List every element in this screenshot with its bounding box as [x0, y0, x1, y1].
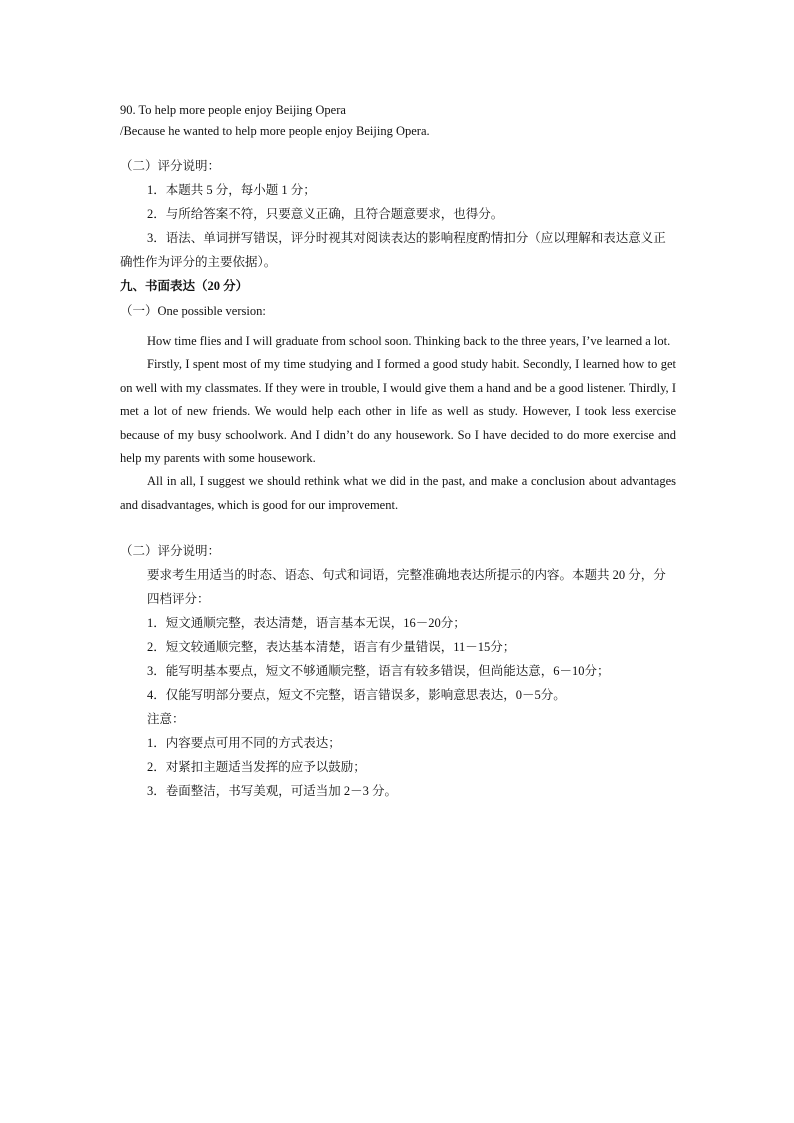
- sample-version-label: （一）One possible version:: [120, 304, 266, 318]
- scoring-b-item-2: 2．短文较通顺完整，表达基本清楚，语言有少量错误，11－15分；: [147, 640, 516, 655]
- scoring-a-item-1: 1．本题共 5 分，每小题 1 分；: [147, 183, 316, 197]
- scoring-b-title: （二）评分说明：: [120, 544, 221, 559]
- note-item-2: 2．对紧扣主题适当发挥的应予以鼓励；: [147, 760, 366, 775]
- scoring-b-item-3: 3．能写明基本要点，短文不够通顺完整，语言有较多错误，但尚能达意，6－10分；: [147, 664, 610, 679]
- scoring-b-item-1: 1．短文通顺完整，表达清楚，语言基本无误，16－20分；: [147, 616, 466, 631]
- essay-paragraph-3: All in all, I suggest we should rethink what we did in the past, and make a conclusion about advantages and disadvantages, which is good for our improvement.: [120, 474, 676, 512]
- note-title: 注意：: [147, 712, 185, 727]
- document-content: [120, 100, 676, 803]
- answer-90-line-1: 90. To help more people enjoy Beijing Opera: [120, 103, 346, 117]
- section-9-title: 九、书面表达（20 分）: [120, 279, 249, 293]
- sample-essay: [120, 330, 676, 517]
- scoring-b-intro: 要求考生用适当的时态、语态、句式和词语，完整准确地表达所提示的内容。本题共 20 分，分四档评分：: [147, 568, 666, 607]
- note-item-3: 3．卷面整洁，书写美观，可适当加 2－3 分。: [147, 784, 398, 799]
- note-item-1: 1．内容要点可用不同的方式表达；: [147, 736, 341, 751]
- scoring-b-item-4: 4．仅能写明部分要点，短文不完整，语言错误多，影响意思表达，0－5分。: [147, 688, 566, 703]
- answer-90-line-2: /Because he wanted to help more people enjoy Beijing Opera.: [120, 124, 430, 138]
- spacer: [120, 517, 676, 539]
- essay-paragraph-1: How time flies and I will graduate from school soon. Thinking back to the three years, I’ve learned a lot.: [147, 334, 671, 348]
- scoring-a-item-3: 3．语法、单词拼写错误，评分时视其对阅读表达的影响程度酌情扣分（应以理解和表达意义正确性作为评分的主要依据）。: [120, 231, 666, 269]
- spacer: [120, 142, 676, 154]
- essay-paragraph-2: Firstly, I spent most of my time studying and I formed a good study habit. Secondly, I learned how to get on well with my classmates. If they were in trouble, I would give them a hand and be a good listener. Thirdly, I met a lot of new friends. We would help each other in life as well as study. However, I took less exercise because of my busy schoolwork. And I didn’t do any housework. So I have decided to do more exercise and help my parents with some housework.: [120, 357, 676, 466]
- scoring-a-item-2: 2．与所给答案不符，只要意义正确，且符合题意要求，也得分。: [147, 207, 504, 221]
- scoring-b: [120, 539, 676, 803]
- scoring-a-title: （二）评分说明：: [120, 159, 221, 173]
